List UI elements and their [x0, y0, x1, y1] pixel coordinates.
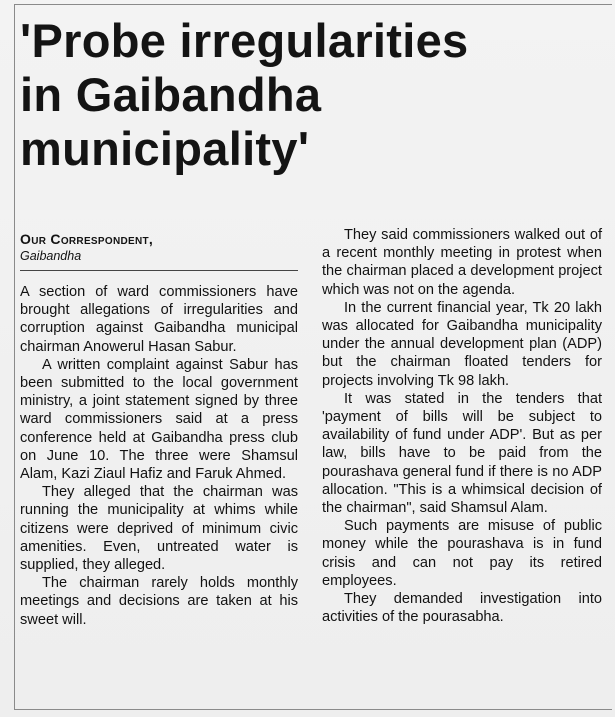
byline: Our Correspondent, — [20, 231, 154, 247]
paragraph: The chairman rarely holds monthly meetings and decisions are taken at his sweet will. — [20, 575, 298, 628]
headline — [20, 14, 610, 176]
headline-line-1: 'Probe irregularities — [20, 14, 469, 67]
paragraph: A section of ward commissioners have brought allegations of irregularities and corruption against Gaibandha municipal chairman Anowerul Hasan Sabur. — [20, 284, 298, 355]
clipping-border-top — [14, 4, 612, 5]
paragraph: They said commissioners walked out of a recent monthly meeting in protest when the chairman placed a development project which was not on the agenda. — [322, 227, 602, 298]
clipping-border-bottom — [14, 709, 612, 710]
paragraph: It was stated in the tenders that 'payment of bills will be subject to availability of fund under ADP'. But as per law, bills have to be paid from the pourashava general fund if there is no ADP allocation. "This is a whimsical decision of the chairman", said Shamsul Alam. — [322, 390, 602, 517]
dateline: Gaibandha — [20, 249, 82, 263]
paragraph: In the current financial year, Tk 20 lakh was allocated for Gaibandha municipality under the annual development plan (ADP) but the chairman floated tenders for projects involving Tk 98 lakh. — [322, 299, 602, 389]
paragraph: A written complaint against Sabur has been submitted to the local government ministry, a joint statement signed by three ward commissioners said at a press conference held at Gaibandha press club on June 10. The three were Shamsul Alam, Kazi Ziaul Hafiz and Faruk Ahmed. — [20, 356, 298, 483]
paragraph: They demanded investigation into activities of the pourasabha. — [322, 591, 602, 626]
paragraph: Such payments are misuse of public money while the pourashava is in fund crisis and can not pay its retired employees. — [322, 518, 602, 589]
clipping-border-left — [14, 4, 15, 710]
byline-divider — [20, 270, 298, 271]
article-column-right — [322, 226, 602, 626]
headline-line-3: municipality' — [20, 122, 310, 175]
paragraph: They alleged that the chairman was running the municipality at whims while citizens were deprived of minimum civic amenities. Even, untreated water is supplied, they alleged. — [20, 484, 298, 574]
headline-line-2: in Gaibandha — [20, 68, 322, 121]
article-column-left — [20, 226, 298, 629]
